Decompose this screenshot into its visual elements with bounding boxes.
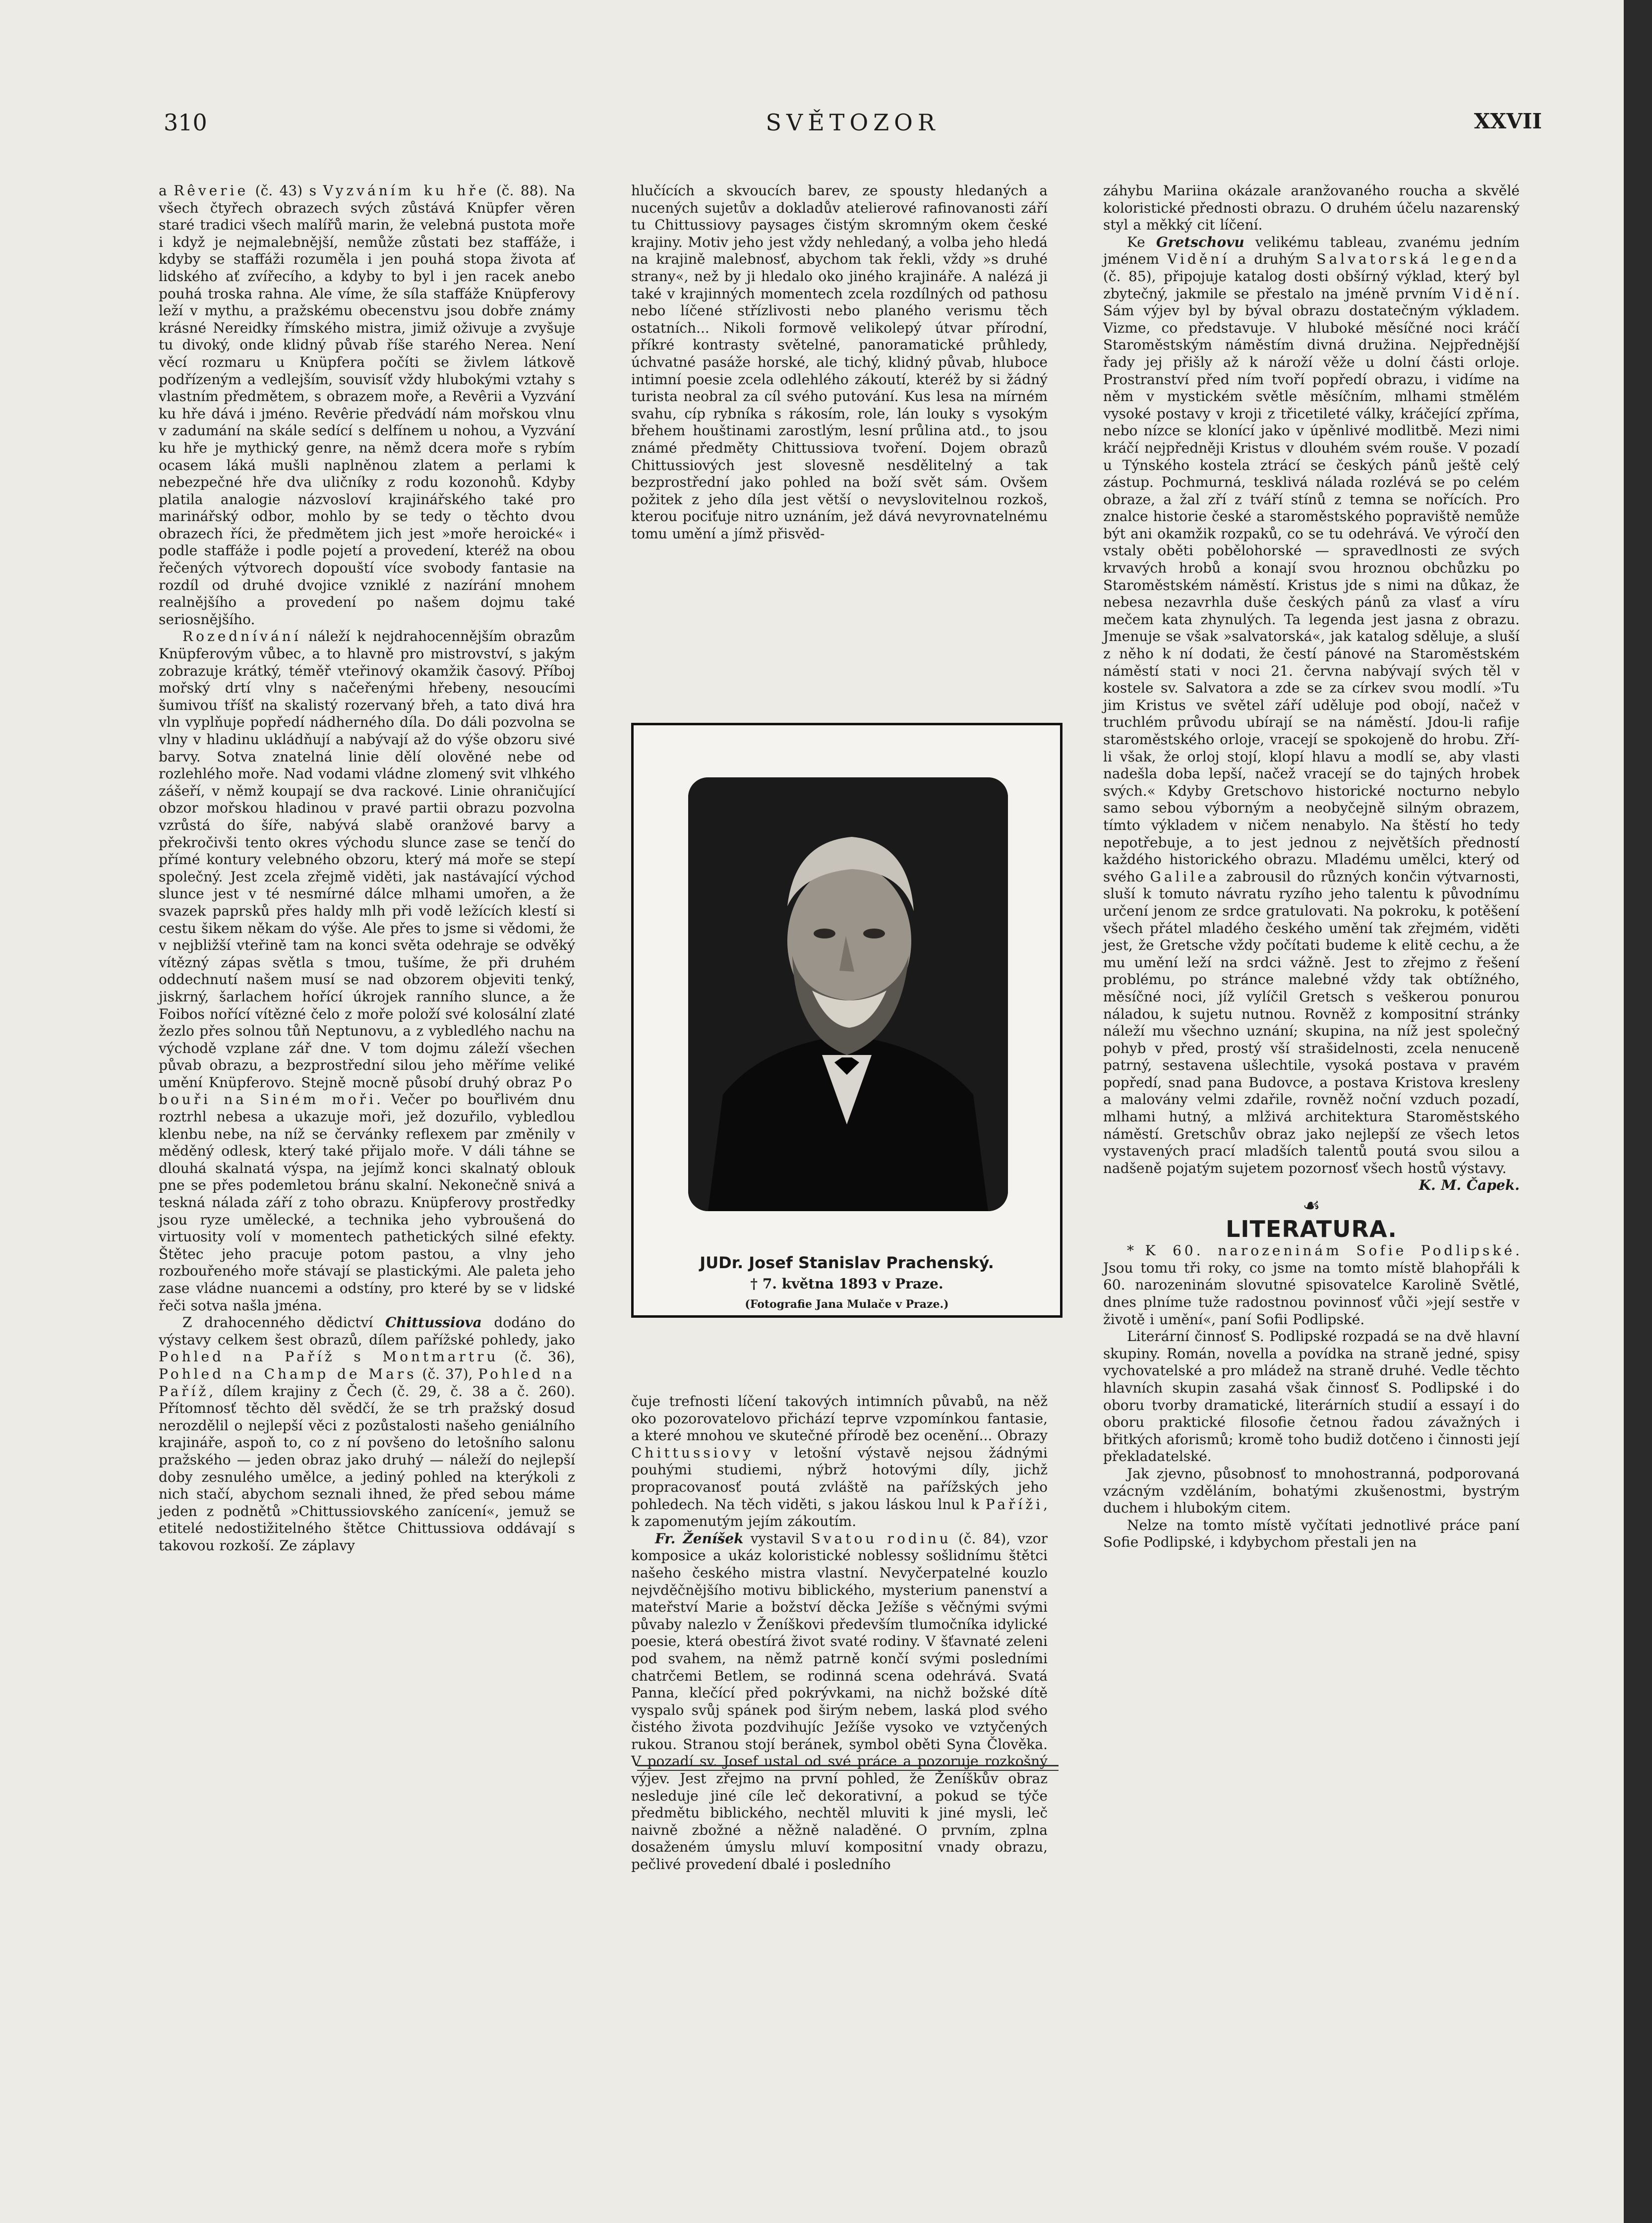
article-paragraph: záhybu Mariina okázale aranžovaného roucha a skvělé koloristické přednosti obrazu. O druhém účelu nazarenský styl a měkký cit líčení.	[1103, 182, 1520, 234]
column-2-bottom	[631, 1393, 1048, 1873]
artist-name: Gretschovu	[1156, 234, 1244, 250]
article-paragraph	[159, 628, 575, 1314]
text-run: (č. 88). Na všech čtyřech obrazech svých zůstává Knüpfer věren staré tradici všech malířů marin, že velebná pustota moře i když je nejmalebnější, nemůže zůstati bez staffáže, i kdyby se staffáži rozuměla i jen pouhá stopa života ať lidského ať zvířecího, a kdyby to byl i jen racek anebo pouhá troska rahna. Ale víme, že síla staffáže Knüpferovy leží v mythu, a pražskému obecenstvu jsou dobře známy krásné Nereidky římského mistra, jimiž oživuje a zvyšuje tu divoký, onde klidný půvab říše starého Nerea. Není věcí rozmaru u Knüpfera počíti se živlem látkově podřízeným a vedlejším, souvisíť vždy hlubokými vztahy s vlastním předmětem, s obrazem moře, a Revêrii a Vyzvání ku hře dává i jméno. Revêrie předvádí nám mořskou vlnu v zadumání na skále sedící s delfínem u nohou, a Vyzvání ku hře je mythický genre, na němž dcera moře s rybím ocasem láká mušli naplněnou zlatem a perlami k nebezpečné hře dva uličníky z rodu kozonohů. Kdyby platila analogie názvosloví krajinářského také pro marinářský odbor, mohlo by se tedy o těchto dvou obrazech říci, že předmětem jich jest »moře heroické« i podle staffáže i podle pojetí a provedení, kteréž na obou řečených výtvorech dopouští více svobody fantasie na rozdíl od druhé dvojice vzniklé z nazírání mnohem realnějšího a provedení po našem dojmu také seriosnějšího.	[159, 182, 576, 628]
artwork-title: Galilea	[1150, 868, 1220, 885]
article-title: K 60. narozeninám Sofie Podlipské	[1145, 1242, 1516, 1259]
text-run: a druhým	[1230, 251, 1317, 268]
portrait-photo	[688, 777, 1008, 1211]
text-run: . Večer po bouřlivém dnu roztrhl nebesa a ukazuje moři, jež dozuřilo, vybledlou klenbu nebe, na níž se červánky reflexem par změnily v měděný odlesk, který také přijalo moře. V dáli táhne se dlouhá skalnatá výspa, na jejímž konci skalnatý oblouk pne se přes podemletou bránu skalní. Nekonečně snivá a teskná nálada září z toho obrazu. Knüpferovy prostředky jsou ryze umělecké, a technika jeho vybroušená do virtuosity volí v momentech pathetických silné efekty. Štětec jeho pracuje potom pastou, a vlny jeho rozbouřeného moře stávají se plastickými. Ale paleta jeho zase vládne nuancemi a odstíny, pro které by se v lidské řeči sotva našla jména.	[159, 1091, 575, 1314]
article-paragraph	[631, 1393, 1048, 1530]
article-paragraph: Literární činnosť S. Podlipské rozpadá se na dvě hlavní skupiny. Román, novella a povídka na straně jedné, spisy vychovatelské a pro mládež na straně druhé. Vedle těchto hlavních skupin zasahá však činnosť S. Podlipské i do oboru tvorby dramatické, literárních studií a essayí i do oboru praktické filosofie četnou řadou závažných i břitkých aforismů; kromě toho budiž dotčeno i činnosti její překladatelské.	[1103, 1328, 1520, 1465]
text-run: (č. 43) s	[248, 182, 323, 199]
artwork-title: Vyzváním ku hře	[323, 182, 490, 199]
artwork-title: Rêverie	[174, 182, 249, 199]
text-run: (č. 85), připojuje katalog dosti obšírný výklad, který byl zbytečný, jakmile se přestalo na jméně prvním	[1103, 268, 1520, 302]
article-paragraph	[1103, 234, 1520, 1177]
volume-number: XXVII	[1474, 109, 1542, 133]
text-run: vystavil	[743, 1530, 811, 1547]
place-name: Paříži	[985, 1496, 1044, 1513]
column-1	[159, 182, 575, 1555]
artwork-title: Svatou rodinu	[811, 1530, 951, 1547]
artwork-title: Salvatorská legenda	[1316, 251, 1520, 268]
artist-name: Chittussiovy	[631, 1444, 754, 1461]
text-run: dodáno do výstavy celkem šest obrazů, dílem pařížské pohledy, jako	[159, 1314, 575, 1348]
artwork-title: Po bouři na Siném moři	[159, 1074, 575, 1108]
section-heading: LITERATURA.	[1226, 1215, 1397, 1242]
text-run: (č. 37),	[416, 1365, 478, 1382]
divider-rule	[637, 1765, 1059, 1766]
article-paragraph	[631, 1530, 1048, 1873]
ornament-icon: ☙	[1302, 1194, 1320, 1218]
artwork-title: Pohled na Paříž s Montmartru	[159, 1348, 499, 1365]
text-run: *	[1127, 1242, 1145, 1259]
article-paragraph: Nelze na tomto místě vyčítati jednotlivé práce paní Sofie Podlipské, i kdybychom přestali jen na	[1103, 1517, 1520, 1551]
text-run: čuje trefnosti líčení takových intimních půvabů, na něž oko pozorovatelovo přichází teprve vzpomínkou fantasie, a které mnohou ve skutečné přírodě bez ocenění... Obrazy	[631, 1393, 1048, 1444]
article-paragraph	[159, 1314, 575, 1554]
page-number: 310	[164, 109, 207, 136]
page-header	[164, 109, 1542, 144]
text-run: a	[159, 182, 174, 199]
artwork-title: Pohled na Paříž	[159, 1365, 576, 1400]
text-run: (č. 36),	[498, 1348, 575, 1365]
text-run: . Jsou tomu tři roky, co jsme na tomto místě blahopřáli k 60. narozeninám slovutné spisovatelce Karolině Světlé, dnes plníme tuže radostnou povinnosť vůči »její sestře v životě i umění«, paní Sofii Podlipské.	[1103, 1242, 1520, 1328]
article-paragraph	[1103, 1242, 1520, 1328]
text-run: v letošní výstavě nejsou žádnými pouhými studiemi, nýbrž hotovými díly, jichž propracovanosť poutá zvláště na pařížských jeho pohledech. Na těch viděti, s jakou láskou lnul k	[631, 1444, 1048, 1513]
article-paragraph: hlučících a skvoucích barev, ze spousty hledaných a nucených sujetův a dokladův atelierové rafinovanosti září tu Chittussiovy paysages čistým skromným okem české krajiny. Motiv jeho jest vždy nehledaný, a volba jeho hledá na krajině malebnosť, abychom tak řekli, vždy »s druhé strany«, než by ji hledalo oko jiného krajináře. A nalézá ji také v krajinných momentech zcela rozdílných od pathosu nebo líčené střízlivosti nebo planého verismu těch ostatních... Nikoli formově velikolepý útvar přírodní, příkré kontrasty světelné, panoramatické průhledy, úchvatné pasáže horské, ale tichý, klidný půvab, hluboce intimní poesie zcela odlehlého zákoutí, kteréž by si žádný turista neobral za cíl svého putování. Kus lesa na mírném svahu, cíp rybníka s rákosím, role, lán louky s vysokým břehem houštinami zarostlým, lesní průlina atd., to jsou známé předměty Chittussiova tvoření. Dojem obrazů Chittussiových jest slovesně nesdělitelný a tak bezprostřední jako pohled na boží svět sám. Ovšem požitek z jeho díla jest větší o nevyslovitelnou rozkoš, kterou pociťuje nitro uznáním, jež dává nevyrovnatelnému tomu umění a jímž přisvěd-	[631, 182, 1048, 542]
artist-name: Fr. Ženíšek	[655, 1530, 744, 1547]
text-run: Z drahocenného dědictví	[182, 1314, 385, 1331]
artist-name: Chittussiova	[385, 1314, 482, 1331]
text-run: velikému tableau, zvanému jedním jménem	[1103, 234, 1520, 268]
text-run: , k zapomenutým jejím zákoutím.	[631, 1496, 1048, 1530]
column-2-top	[631, 182, 1048, 542]
artwork-title: Pohled na Champ de Mars	[159, 1365, 417, 1382]
artwork-title: Vidění	[1452, 285, 1516, 302]
divider-rule	[637, 1770, 1059, 1771]
column-3	[1103, 182, 1520, 1551]
text-run: Ke	[1127, 234, 1156, 250]
artwork-title: Vidění	[1167, 251, 1230, 268]
photo-caption-name: JUDr. Josef Stanislav Prachenský.	[700, 1253, 994, 1272]
photo-caption-date: † 7. května 1893 v Praze.	[750, 1276, 944, 1292]
photo-credit: (Fotografie Jana Mulače v Praze.)	[745, 1298, 949, 1311]
journal-title: SVĚTOZOR	[766, 109, 940, 136]
text-run: . Sám výjev byl by býval obrazu dostatečným výkladem. Vizme, co představuje. V hluboké měsíčné noci kráčí Staroměstským náměstím divná družina. Nejpřednější řady jej přišly až k nároží věže u dolní části orloje. Prostranství před ním tvoří popředí obrazu, i vidíme na něm v mystickém světle měsíčním, mlhami stmělém vysoké postavy v kroji z třicetileté války, kráčející zpříma, nebo nízce se klonící jako v úpěnlivé modlitbě. Mezi nimi kráčí nejpředněji Kristus v dlouhém svém rouše. V pozadí u Týnského kostela ztrácí se českých pánů ještě celý zástup. Pochmurná, tesklivá nálada rozlévá se po celém obraze, a žal zří z tváří stínů z temna se nořících. Pro znalce historie české a staroměstského popraviště nemůže být ani okamžik rozpaků, co se tu odehrává. Ve výročí den vstaly oběti pobělohorské — spravedlnosti ze svých krvavých hrobů a konají svou hroznou obchůzku po Staroměstském náměstí. Kristus jde s nimi na důkaz, že nebesa nezavrhla duše českých pánů za vlasť a víru mečem kata zhynulých. Ta legenda jest jasna z obrazu. Jmenuje se však »salvatorská«, jak katalog sděluje, a sluší z něho k ní dodati, že čestí pánové na Staroměstském náměstí stati v noci 21. června nabývají svých těl v kostele sv. Salvatora a zde se za církev svou modlí. »Tu jim Kristus ve světel září uděluje pod obojí, načež v truchlém průvodu ubírají se na náměstí. Jdou-li rafije staroměstského orloje, vracejí se spokojeně do hrobu. Zří-li však, že orloj stojí, klopí hlavu a modlí se, aby vlasti nadešla doba lepší, načež vracejí se do tajných hrobek svých.« Kdyby Gretschovo historické nocturno nebylo samo sebou výborným a neobyčejně silným obrazem, tímto výkladem v ničem nenabylo. Na štěstí ho tedy nepotřebuje, a to jest jednou z největších předností každého historického obrazu. Mladému umělci, který od svého	[1103, 285, 1520, 885]
author-signature: K. M. Čapek.	[1418, 1177, 1520, 1194]
text-run: náleží k nejdrahocennějším obrazům Knüpferovým vůbec, a to hlavně pro mistrovství, s jakým zobrazuje krátký, téměř vteřinový okamžik časový. Příboj mořský drtí vlny s načeřenými hřebeny, nesoucími šumivou tříšť na skalistý rozervaný břeh, a tato divá hra vln vyplňuje popředí nádherného díla. Do dáli pozvolna se vlny v hladinu ukládňují a nabývají až do výše obzoru sivé barvy. Sotva znatelná linie dělí olověné nebe od rozlehlého moře. Nad vodami vládne zlomený svit vlhkého zášeří, v němž koupají se dva rackové. Linie ohraničující obzor mořskou hladinou v pravé partii obrazu pozvolna vzrůstá do šíře, nabývá slabě oranžové barvy a překročivši tento okres východu slunce zase se tenčí do přímé kontury velebného obzoru, který má moře se stepí společný. Jest zcela zřejmě viděti, jak nastávající východ slunce jest v té nesmírné dálce mlhami umořen, a že svazek paprsků přes haldy mlh při vodě ležících klestí si cestu šikem někam do výše. Ale přes to jsme si vědomi, že v nejbližší vteřině tam na konci světa odehraje se odvěký vítězný zápas světla s tmou, tušíme, že při druhém oddechnutí našem musí se nad obzorem objeviti tenký, jiskrný, šarlachem hořící úkrojek ranního slunce, a že Foibos nořící vítězné čelo z moře položí své kolosální zlaté žezlo přes solnou tůň Neptunovu, a z vybledlého nachu na východě vzplane zář dne. V tom dojmu záleží všechen půvab obrazu, a bezprostřední silou jeho měříme veliké umění Knüpferovo. Stejně mocně působí druhý obraz	[159, 628, 575, 1091]
artwork-title: Rozednívání	[182, 628, 301, 645]
text-run: (č. 84), vzor komposice a ukáz koloristické noblessy sošlidnímu štětci našeho českého mistra vlastní. Nevyčerpatelné kouzlo nejvděčnějšího motivu biblického, mysterium panenství a mateřství Marie a božství děcka Ježíše s věčnými svými půvaby nalezlo v Ženíškovi především tlumočníka idylické poesie, která obestírá život svaté rodiny. V šťavnaté zeleni pod svahem, na němž patrně končí svými posledními chatrčemi Betlem, se rodinná scena odehrává. Svatá Panna, klečící před pokrývkami, na nichž božské dítě vyspalo svůj spánek pod širým nebem, laská plod svého čistého života pozdvihujíc Ježíše vysoko ve vztyčených rukou. Stranou stojí beránek, symbol oběti Syna Člověka. V pozadí sv. Josef ustal od své práce a pozoruje rozkošný výjev. Jest zřejmo na první pohled, že Ženíškův obraz nesleduje jiné cíle leč dekorativní, a pokud se týče předmětu biblického, nechtěl mluviti k jiné mysli, leč naivně zbožné a něžně naladěné. O prvním, zplna dosaženém úmyslu mluví kompositní vnady obrazu, pečlivé provedení dbalé i posledního	[631, 1530, 1048, 1873]
portrait-illustration	[688, 777, 1008, 1211]
article-paragraph: Jak zjevno, působnosť to mnohostranná, podporovaná vzácným vzděláním, bohatými zkušenostmi, bystrým duchem i hlubokým citem.	[1103, 1465, 1520, 1517]
text-run: zabrousil do různých končin výtvarnosti, sluší k tomuto návratu ryzího jeho talentu k původnímu určení jenom ze srdce gratulovati. Na pokroku, k potěšení všech přátel mladého českého umění tak zřejmém, viděti jest, že Gretsche vždy počítati budeme k elitě cechu, a že mu umění leží na srdci vážně. Jest to zřejmo z řešení problému, po stránce malebné vždy tak obtížného, měsíčné noci, jíž vylíčil Gretsch s veškerou ponurou náladou, k sujetu nutnou. Rovněž z kompositní stránky náleží mu všechno uznání; skupina, na níž jest společný pohyb v před, prostý vší strašidelnosti, zcela nenuceně patrný, sestavena ušlechtile, vysoká postava v pravém popředí, snad pana Budovce, a postava Kristova kresleny a malovány velmi zdařile, rovněž noční vzduch pozadí, mlhami hutný, a mlživá architektura Staroměstského náměstí. Gretschův obraz jako nejlepší ze všech letos vystavených prací mladších talentů poutá svou silou a nadšeně pojatým sujetem pozornosť všech hostů výstavy.	[1103, 868, 1520, 1176]
article-paragraph	[159, 182, 575, 628]
text-run: , dílem krajiny z Čech (č. 29, č. 38 a č. 260). Přítomnosť těchto děl svědčí, že se trh pražský dosud nerozdělil o nejlepší věci z pozůstalosti našeho geniálního krajináře, aspoň to, co z ní povšeno do letošního salonu pražského — jeden obraz jako druhý — náleží do nejlepší doby zesnulého umělce, a jediný pohled na kterýkoli z nich stačí, abychom seznali ihned, že před sebou máme jeden z podnětů »Chittussiovského zanícení«, jemuž se etitelé nedostižitelného štětce Chittussiova oddávají s takovou rozkoší. Ze záplavy	[159, 1383, 575, 1554]
portrait-figure	[631, 723, 1062, 1318]
